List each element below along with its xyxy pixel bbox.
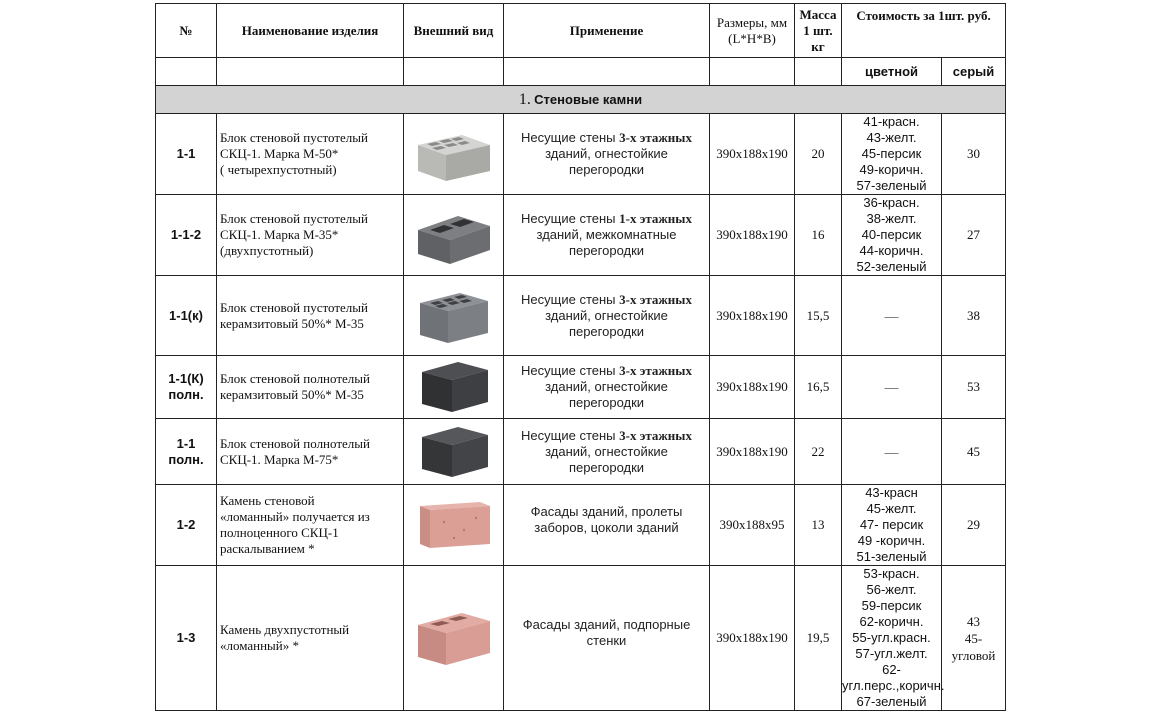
price-colored xyxy=(842,114,942,195)
text-line: 45 xyxy=(967,443,980,459)
application-floors: 3-х этажных xyxy=(619,363,692,378)
table-row xyxy=(156,276,1006,356)
product-image xyxy=(404,356,504,419)
application-text: Несущие стены xyxy=(521,291,620,307)
text-line: ( четырехпустотный) xyxy=(220,162,337,177)
text-line: 57-зеленый xyxy=(856,178,927,193)
col-header-colored: цветной xyxy=(842,58,942,86)
text-line: «ломанный» получается из xyxy=(220,509,370,524)
text-line: 47- персик xyxy=(859,517,924,532)
text-line: 53 xyxy=(967,379,980,394)
product-name xyxy=(217,195,404,276)
row-number: 1-2 xyxy=(156,485,217,566)
price-colored xyxy=(842,195,942,276)
text-line: — xyxy=(884,443,899,460)
text-line: Блок стеновой полнотелый xyxy=(220,371,370,386)
text-line: 52-зеленый xyxy=(856,259,927,274)
price-gray xyxy=(942,566,1006,711)
product-image xyxy=(404,276,504,356)
text-line: СКЦ-1. Марка М-75* xyxy=(220,451,339,467)
price-gray xyxy=(942,114,1006,195)
application-text: Фасады зданий, подпорные стенки xyxy=(522,617,691,648)
col-header-num: № xyxy=(156,4,217,58)
product-name xyxy=(217,566,404,711)
col-header-cost: Стоимость за 1шт. руб. xyxy=(842,4,1006,58)
row-number: 1-3 xyxy=(156,566,217,711)
product-name xyxy=(217,276,404,356)
product-mass: 16 xyxy=(795,195,842,276)
claydite-solid-block-icon xyxy=(404,356,503,418)
text-line: СКЦ-1. Марка М-35* xyxy=(220,227,339,242)
text-line: «ломанный» * xyxy=(220,638,300,653)
application-text: Несущие стены xyxy=(521,211,620,226)
price-gray xyxy=(942,485,1006,566)
col-header-mass: Масса 1 шт. кг xyxy=(795,4,842,58)
text-line: 38-желт. xyxy=(866,211,917,226)
section-title xyxy=(156,86,1006,114)
application-text: Несущие стены xyxy=(521,427,620,443)
row-number: 1-1(К) полн. xyxy=(156,356,217,419)
application-text: зданий, межкомнатные перегородки xyxy=(536,227,677,258)
header-row xyxy=(156,4,1006,58)
text-line: 36-красн. xyxy=(863,195,920,210)
product-size: 390х188х190 xyxy=(710,356,795,419)
product-name xyxy=(217,419,404,485)
col-header-size: Размеры, мм (L*H*B) xyxy=(710,4,795,58)
text-line: 43 xyxy=(967,613,980,629)
text-line: 43-желт. xyxy=(866,130,917,145)
product-application xyxy=(504,195,710,276)
text-line: керамзитовый 50%* М-35 xyxy=(220,387,364,402)
product-mass: 15,5 xyxy=(795,276,842,356)
text-line: 40-персик xyxy=(861,227,922,242)
product-mass: 16,5 xyxy=(795,356,842,419)
text-line: (двухпустотный) xyxy=(220,243,314,258)
product-size: 390х188х190 xyxy=(710,114,795,195)
row-number: 1-1-2 xyxy=(156,195,217,276)
price-colored xyxy=(842,356,942,419)
text-line: полноценного СКЦ-1 xyxy=(220,525,339,540)
text-line: 45-персик xyxy=(861,146,922,161)
application-floors: 3-х этажных xyxy=(619,130,692,145)
application-text: Несущие стены xyxy=(521,363,620,378)
text-line: 59-персик xyxy=(861,598,922,613)
price-colored xyxy=(842,419,942,485)
text-line: 29 xyxy=(967,517,980,532)
table-row xyxy=(156,356,1006,419)
row-number: 1-1 xyxy=(156,114,217,195)
gray-four-hollow-block-icon xyxy=(404,123,503,185)
product-size: 390х188х95 xyxy=(710,485,795,566)
product-image xyxy=(404,195,504,276)
text-line: — xyxy=(884,307,899,324)
application-floors: 3-х этажных xyxy=(619,427,692,443)
product-mass: 20 xyxy=(795,114,842,195)
pink-split-stone-icon xyxy=(404,494,503,556)
text-line: 44-коричн. xyxy=(859,243,924,258)
table-row xyxy=(156,419,1006,485)
text-line: 56-желт. xyxy=(866,582,917,597)
price-colored xyxy=(842,566,945,711)
col-header-gray: серый xyxy=(942,58,1006,86)
product-name xyxy=(217,356,404,419)
text-line: 41-красн. xyxy=(863,114,920,129)
product-application xyxy=(504,566,710,711)
text-line: — xyxy=(884,379,899,395)
table-row xyxy=(156,485,1006,566)
product-name xyxy=(217,485,404,566)
price-gray xyxy=(942,276,1006,356)
product-mass: 13 xyxy=(795,485,842,566)
text-line: 57-угл.желт. xyxy=(855,646,928,661)
product-application xyxy=(504,485,710,566)
text-line: раскалыванием * xyxy=(220,541,315,556)
row-number: 1-1 полн. xyxy=(156,419,217,485)
text-line: 49-коричн. xyxy=(859,162,924,177)
product-application xyxy=(504,419,710,485)
application-text: зданий, огнестойкие перегородки xyxy=(545,146,668,177)
price-table xyxy=(155,3,1006,711)
col-header-look: Внешний вид xyxy=(404,4,504,58)
text-line: 43-красн xyxy=(865,485,918,500)
text-line: Блок стеновой пустотелый xyxy=(220,211,368,226)
text-line: Камень стеновой xyxy=(220,493,315,508)
section-number: 1. xyxy=(518,90,531,108)
text-line: 62- xyxy=(882,662,901,677)
product-image xyxy=(404,419,504,485)
text-line: 53-красн. xyxy=(863,566,920,581)
claydite-hollow-block-icon xyxy=(404,285,503,347)
application-floors: 3-х этажных xyxy=(619,291,692,307)
table-row xyxy=(156,114,1006,195)
application-text: зданий, огнестойкие перегородки xyxy=(545,443,668,475)
subheader-row xyxy=(156,58,1006,86)
product-mass: 19,5 xyxy=(795,566,842,711)
text-line: 55-угл.красн. xyxy=(852,630,931,645)
price-colored xyxy=(842,485,942,566)
product-size: 390х188х190 xyxy=(710,195,795,276)
product-size: 390х188х190 xyxy=(710,419,795,485)
price-gray xyxy=(942,419,1006,485)
product-image xyxy=(404,485,504,566)
product-image xyxy=(404,566,504,711)
text-line: 30 xyxy=(967,146,980,161)
application-text: Несущие стены xyxy=(521,130,620,145)
table-row xyxy=(156,566,1006,711)
product-size: 390х188х190 xyxy=(710,566,795,711)
text-line: керамзитовый 50%* М-35 xyxy=(220,315,364,331)
text-line: Блок стеновой пустотелый xyxy=(220,299,368,315)
gray-two-hollow-block-icon xyxy=(404,204,503,266)
table-row xyxy=(156,195,1006,276)
text-line: Камень двухпустотный xyxy=(220,622,350,637)
product-application xyxy=(504,356,710,419)
text-line: 62-коричн. xyxy=(859,614,924,629)
price-gray xyxy=(942,195,1006,276)
text-line: Блок стеновой полнотелый xyxy=(220,435,370,451)
text-line: 27 xyxy=(967,227,980,242)
text-line: 49 -коричн. xyxy=(857,533,926,548)
application-text: зданий, огнестойкие перегородки xyxy=(545,307,668,339)
text-line: СКЦ-1. Марка М-50* xyxy=(220,146,339,161)
col-header-application: Применение xyxy=(504,4,710,58)
text-line: 67-зеленый xyxy=(856,694,927,709)
product-name xyxy=(217,114,404,195)
product-mass: 22 xyxy=(795,419,842,485)
application-text: Фасады зданий, пролеты заборов, цоколи зданий xyxy=(530,504,683,535)
section-name: Стеновые камни xyxy=(534,91,643,107)
application-text: зданий, огнестойкие перегородки xyxy=(545,379,668,410)
text-line: 45-желт. xyxy=(866,501,917,516)
text-line: 51-зеленый xyxy=(856,549,927,564)
price-colored xyxy=(842,276,942,356)
product-size: 390х188х190 xyxy=(710,276,795,356)
application-floors: 1-х этажных xyxy=(619,211,692,226)
price-gray xyxy=(942,356,1006,419)
dark-solid-block-icon xyxy=(404,421,503,483)
text-line: 45- xyxy=(964,630,983,646)
product-rows xyxy=(156,114,1006,711)
text-line: угл.перс.,коричн. xyxy=(842,678,945,693)
text-line: угловой xyxy=(951,647,996,663)
col-header-name: Наименование изделия xyxy=(217,4,404,58)
row-number: 1-1(к) xyxy=(156,276,217,356)
text-line: 38 xyxy=(967,307,980,323)
text-line: Блок стеновой пустотелый xyxy=(220,130,368,145)
product-image xyxy=(404,114,504,195)
product-application xyxy=(504,276,710,356)
section-row xyxy=(156,86,1006,114)
pink-two-hollow-split-stone-icon xyxy=(404,607,503,669)
product-application xyxy=(504,114,710,195)
